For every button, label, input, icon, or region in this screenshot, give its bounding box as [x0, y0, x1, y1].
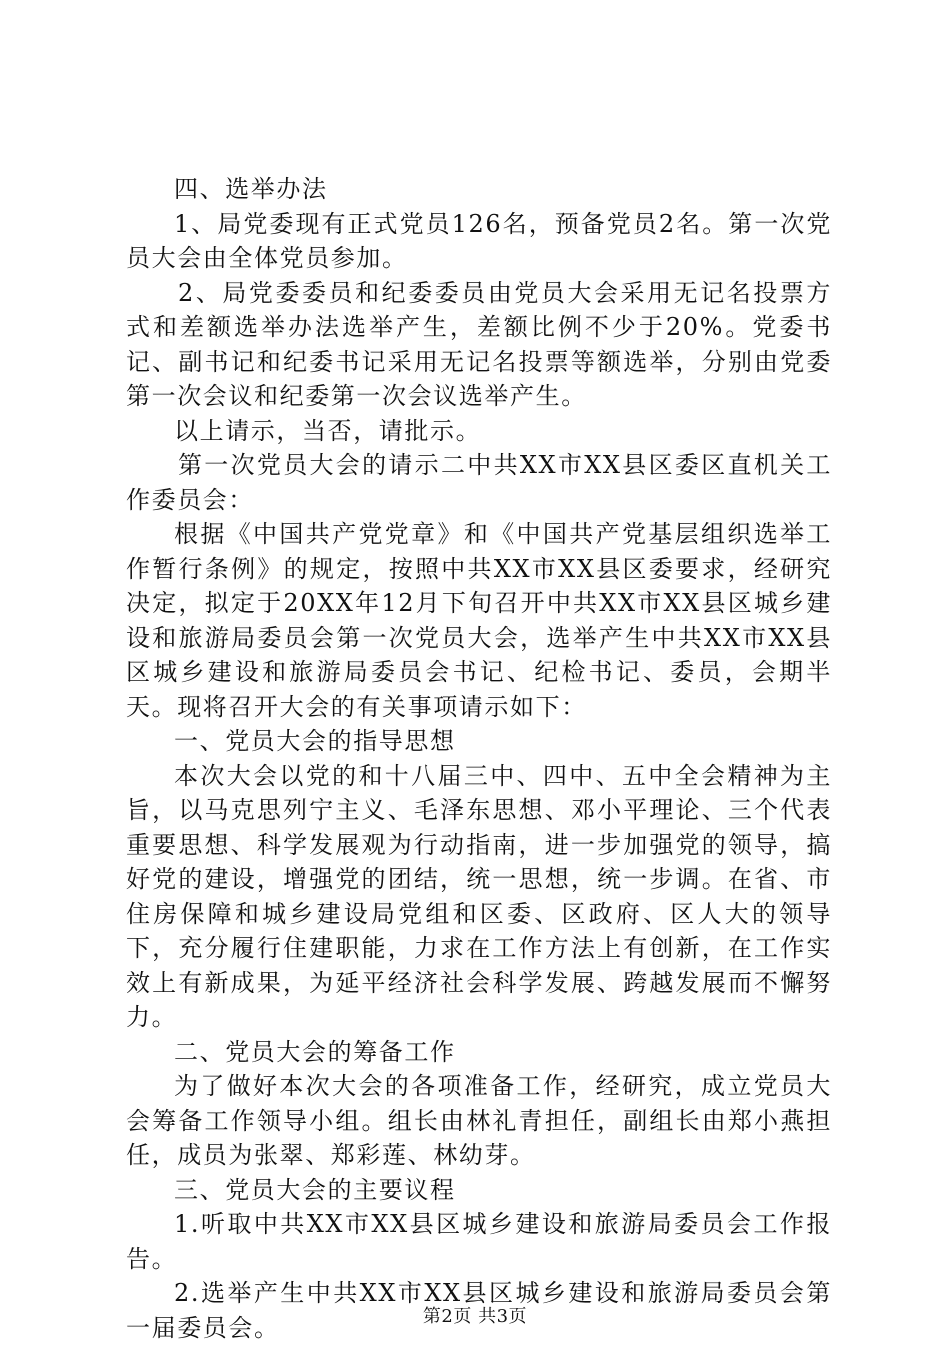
paragraph: 2、局党委委员和纪委委员由党员大会采用无记名投票方式和差额选举办法选举产生，差额比例不少于20%。党委书记、副书记和纪委书记采用无记名投票等额选举，分别由党委第一次会议和纪委第一次会议选举产生。 — [126, 278, 832, 410]
page-number-footer: 第2页 共3页 — [422, 1306, 528, 1327]
section-heading-preparation: 二、党员大会的筹备工作 — [174, 1037, 456, 1066]
paragraph: 根据《中国共产党党章》和《中国共产党基层组织选举工作暂行条例》的规定，按照中共XX市XX县区委要求，经研究决定，拟定于20XX年12月下旬召开中共XX市XX县区城乡建设和旅游局委员会第一次党员大会，选举产生中共XX市XX县区城乡建设和旅游局委员会书记、纪检书记、委员，会期半天。现将召开大会的有关事项请示如下： — [126, 520, 832, 721]
paragraph: 为了做好本次大会的各项准备工作，经研究，成立党员大会筹备工作领导小组。组长由林礼青担任，副组长由郑小燕担任，成员为张翠、郑彩莲、林幼芽。 — [126, 1072, 832, 1169]
agenda-item: 2.选举产生中共XX市XX县区城乡建设和旅游局委员会第一届委员会。 — [126, 1279, 832, 1342]
agenda-item: 1.听取中共XX市XX县区城乡建设和旅游局委员会工作报告。 — [126, 1210, 832, 1273]
section-heading-election-method: 四、选举办法 — [174, 175, 328, 203]
paragraph: 1、局党委现有正式党员126名，预备党员2名。第一次党员大会由全体党员参加。 — [126, 209, 832, 272]
paragraph: 本次大会以党的和十八届三中、四中、五中全会精神为主旨，以马克思列宁主义、毛泽东思想、邓小平理论、三个代表重要思想、科学发展观为行动指南，进一步加强党的领导，搞好党的建设，增强党的团结，统一思想，统一步调。在省、市住房保障和城乡建设局党组和区委、区政府、区人大的领导下，充分履行住建职能，力求在工作方法上有创新，在工作实效上有新成果，为延平经济社会科学发展、跨越发展而不懈努力。 — [126, 761, 832, 1031]
paragraph: 以上请示，当否，请批示。 — [174, 416, 482, 445]
document-body — [126, 172, 832, 1345]
section-heading-agenda: 三、党员大会的主要议程 — [174, 1175, 456, 1204]
paragraph: 第一次党员大会的请示二中共XX市XX县区委区直机关工作委员会： — [126, 451, 832, 514]
section-heading-guiding-ideology: 一、党员大会的指导思想 — [174, 727, 456, 755]
